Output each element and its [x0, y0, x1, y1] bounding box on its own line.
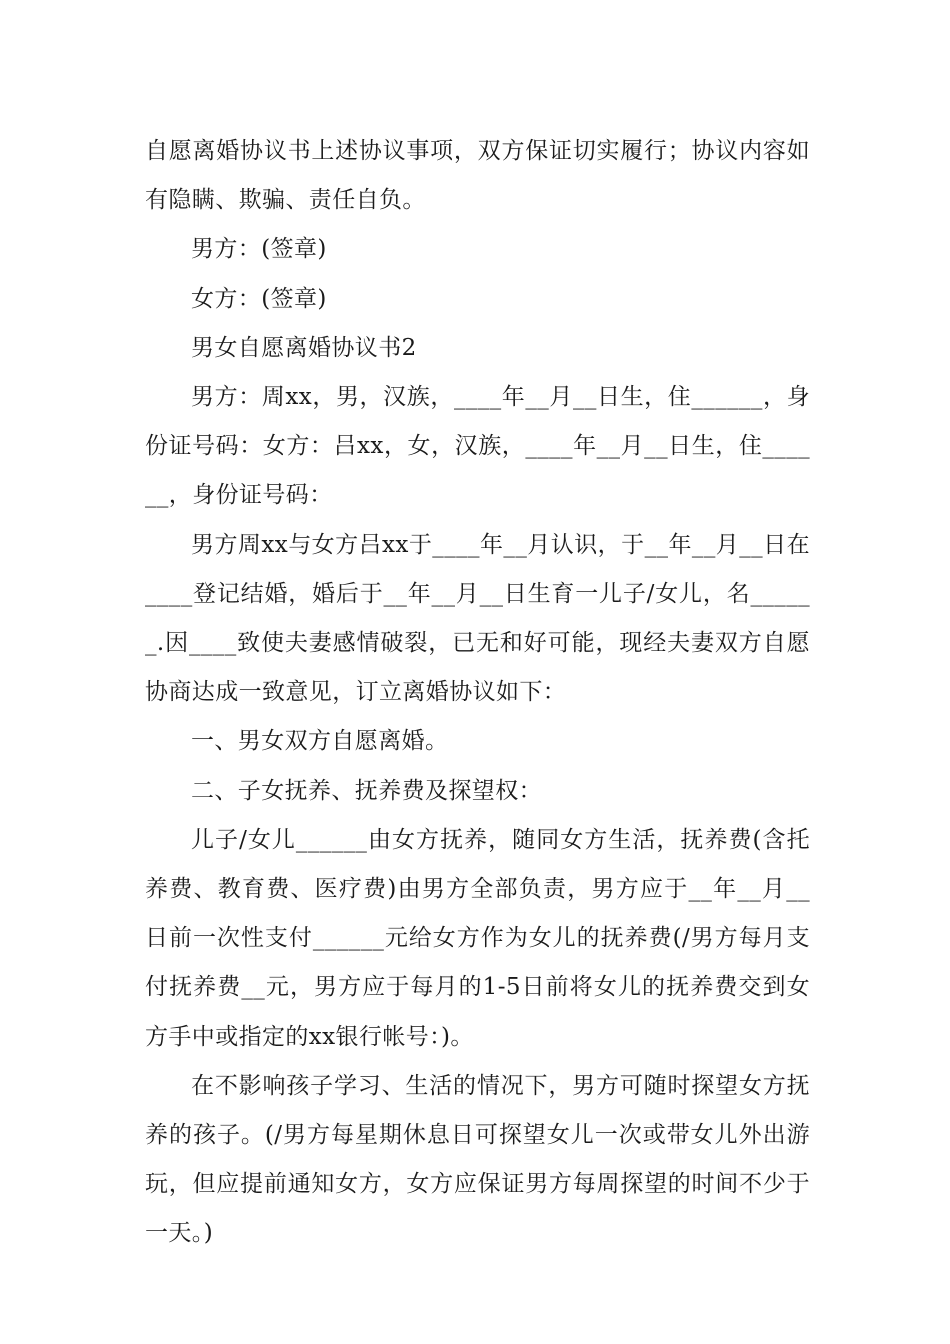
paragraph-commitment: 自愿离婚协议书上述协议事项，双方保证切实履行；协议内容如有隐瞒、欺骗、责任自负。	[145, 138, 810, 214]
paragraph-male-signature: 男方：(签章)	[191, 236, 327, 263]
clause-2-heading: 二、子女抚养、抚养费及探望权：	[191, 777, 542, 804]
paragraph-visitation: 在不影响孩子学习、生活的情况下，男方可随时探望女方抚养的孩子。(/男方每星期休息日可探望女儿一次或带女儿外出游玩，但应提前通知女方，女方应保证男方每周探望的时间不少于一天。)	[145, 1072, 810, 1247]
paragraph-child-support: 儿子/女儿______由女方抚养，随同女方生活，抚养费(含托养费、教育费、医疗费)由男方全部负责，男方应于__年__月__日前一次性支付______元给女方作为女儿的抚养费(/男方每月支付抚养费__元，男方应于每月的1-5日前将女儿的抚养费交到女方手中或指定的xx银行帐号：)。	[145, 826, 810, 1050]
paragraph-female-signature: 女方：(签章)	[191, 285, 327, 312]
paragraph-parties: 男方：周xx，男，汉族，____年__月__日生，住______，身份证号码：女方：吕xx，女，汉族，____年__月__日生，住______，身份证号码：	[145, 384, 810, 509]
section-title: 男女自愿离婚协议书2	[191, 334, 417, 361]
document-body	[145, 127, 810, 1259]
clause-1: 一、男女双方自愿离婚。	[191, 728, 449, 755]
paragraph-background: 男方周xx与女方吕xx于____年__月认识，于__年__月__日在____登记结婚，婚后于__年__月__日生育一儿子/女儿，名______.因____致使夫妻感情破裂，已无和好可能，现经夫妻双方自愿协商达成一致意见，订立离婚协议如下：	[145, 531, 810, 706]
